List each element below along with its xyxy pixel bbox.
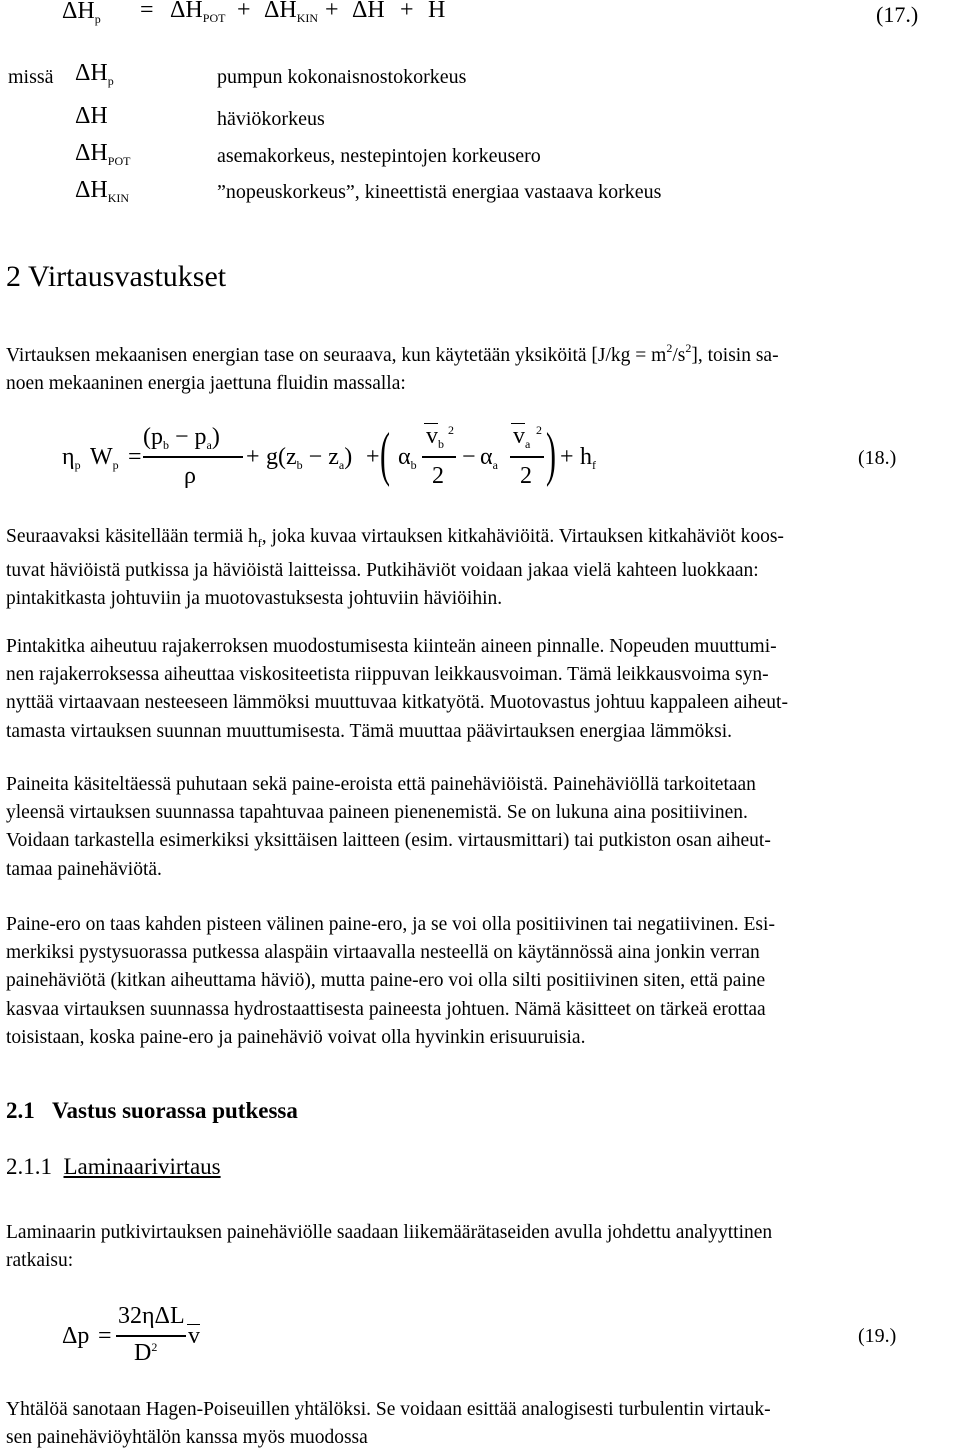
eq18-w: $W_p$ — [90, 444, 119, 472]
eq18-velocity-a: $v_a$ — [513, 423, 531, 451]
eq18-minus: − — [462, 444, 476, 470]
eq18-number: (18.) — [858, 447, 897, 469]
eq19-fraction-bar — [116, 1335, 186, 1337]
eq18-velocity-b-square: 2 — [448, 423, 454, 437]
definition-symbol: $\Delta H_{KIN}$ — [75, 177, 130, 205]
paragraph: Laminaarin putkivirtauksen painehäviölle saadaan liikemäärätaseiden avulla johdettu analyyttinen ratkaisu: — [6, 1222, 773, 1272]
intro-paragraph: Virtauksen mekaanisen energian tase on seuraava, kun käytetään yksiköitä $[J/kg = m^2/s^2]$, toisin sa- noen mekaaninen energia jaettuna fluidin massalla: — [6, 341, 779, 395]
eq19-equals: = — [98, 1323, 112, 1349]
definitions-intro: missä — [8, 66, 54, 88]
eq18-velocity-b: $v_b$ — [426, 423, 444, 451]
section-heading: 2 Virtausvastukset — [6, 260, 227, 293]
eq18-two: 2 — [432, 463, 444, 489]
definition-text: ”nopeuskorkeus”, kineettistä energiaa vastaava korkeus — [217, 181, 662, 203]
eq18-pressure-numerator: $(p_b - p_a)$ — [143, 424, 220, 452]
definition-text: asemakorkeus, nestepintojen korkeusero — [217, 145, 541, 167]
definition-text: pumpun kokonaisnostokorkeus — [217, 66, 467, 88]
paragraph: Paine-ero on taas kahden pisteen välinen paine-ero, ja se voi olla positiivinen tai negatiivinen. Esi- merkiksi pystysuorassa putkessa alaspäin virtaavalla nesteellä on käytännössä aina jonkin verran painehäviötä (kitkan aiheuttama häviö), mutta paine-ero voi olla silti positiivinen siten, että paine kasvaa virtauksen suunnassa hydrostaattisesta paineesta johtuen. Nämä käsitteet on tärkeä erottaa toisistaan, koska paine-ero ja painehäviö voivat olla hyvinkin erisuuruisia. — [6, 914, 775, 1048]
eq19-denominator: $D^2$ — [134, 1340, 158, 1366]
eq17-plus: + — [237, 0, 251, 23]
eq18-plus: + — [246, 444, 260, 470]
eq19-vector-bar — [187, 1324, 200, 1326]
eq18-two: 2 — [520, 463, 532, 489]
definition-symbol: $\Delta H_{POT}$ — [75, 140, 131, 168]
eq19-velocity: v — [188, 1323, 200, 1349]
definition-symbol: $\Delta H_p$ — [75, 60, 114, 88]
paragraph: Yhtälöä sanotaan Hagen-Poiseuillen yhtälöksi. Se voidaan esittää analogisesti turbulentin virtauk- sen painehäviöyhtälön kanssa myös muodossa — [6, 1399, 771, 1449]
paragraph: Paineita käsiteltäessä puhutaan sekä paine-eroista että painehäviöistä. Painehäviöllä tarkoitetaan yleensä virtauksen suunnassa tapahtuvaa paineen pienenemistä. Se on lukuna aina positiivinen. Voidaan tarkastella esimerkiksi yksittäisen laitteen (esim. virtausmittari) tai putkiston osan aiheut- tamaa painehäviötä. — [6, 774, 771, 880]
eq19-number: (19.) — [858, 1325, 897, 1347]
definition-text: häviökorkeus — [217, 108, 325, 130]
eq18-left-paren: ( — [380, 421, 390, 487]
eq18-velocity-a-square: 2 — [536, 423, 542, 437]
eq19-lhs: Δp — [62, 1323, 90, 1349]
eq17-plus: + — [325, 0, 339, 23]
eq17-term-h: ΔH — [352, 0, 385, 23]
eq18-alpha-a: $\alpha_a$ — [480, 444, 498, 472]
eq18-h-f: $h_f$ — [580, 444, 596, 472]
paragraph: Seuraavaksi käsitellään termiä $h_f$, joka kuvaa virtauksen kitkahäviöitä. Virtauksen kitkahäviöt koos- tuvat häviöistä putkissa ja häviöistä laitteissa. Putkihäviöt voidaan jakaa vielä kahteen luokkaan: pintakitkasta johtuviin ja muotovastuksesta johtuviin häviöihin. — [6, 526, 784, 610]
eq18-eta: $\eta_p$ — [62, 444, 81, 472]
subsubsection-heading: 2.1.1 Laminaarivirtaus — [6, 1154, 221, 1179]
eq17-term-h2: H — [428, 0, 446, 23]
eq19-numerator: 32ηΔL — [118, 1303, 185, 1329]
eq18-alpha-b: $\alpha_b$ — [398, 444, 417, 472]
eq18-fraction-bar — [143, 456, 243, 458]
definition-symbol: ΔH — [75, 103, 108, 129]
eq18-vector-bar — [511, 423, 525, 425]
eq18-vector-bar — [424, 423, 438, 425]
paragraph: Pintakitka aiheutuu rajakerroksen muodostumisesta kiinteän aineen pinnalle. Nopeuden muuttumi- nen rajakerroksessa aiheuttaa viskositeetista riippuvan leikkausvoiman. Tämä leikkausvoima syn- nyttää virtaavaan nesteeseen lämmöksi muuttuvaa kitkatyötä. Muotovastus johtuu kappaleen aiheut- tamasta virtauksen suunnan muuttumisesta. Tämä muuttaa päävirtauksen energiaa lämmöksi. — [6, 636, 788, 742]
eq18-right-paren: ) — [546, 421, 556, 487]
subsection-heading: 2.1 Vastus suorassa putkessa — [6, 1098, 298, 1123]
eq18-plus: + — [366, 444, 380, 470]
eq18-gravity-term: $g(z_b - z_a)$ — [266, 444, 353, 472]
eq17-lhs: $\Delta H_p$ — [62, 0, 101, 26]
eq17-number: (17.) — [876, 2, 919, 27]
eq17-term-kin: $\Delta H_{KIN}$ — [264, 0, 319, 25]
eq18-fraction-bar — [510, 456, 544, 458]
eq18-pressure-denominator: ρ — [184, 463, 196, 489]
eq18-fraction-bar — [422, 456, 456, 458]
eq17-equals: = — [140, 0, 154, 23]
eq17-term-pot: $\Delta H_{POT}$ — [170, 0, 226, 25]
eq18-plus: + — [560, 444, 574, 470]
eq17-plus: + — [400, 0, 414, 23]
eq18-equals: = — [128, 444, 142, 470]
